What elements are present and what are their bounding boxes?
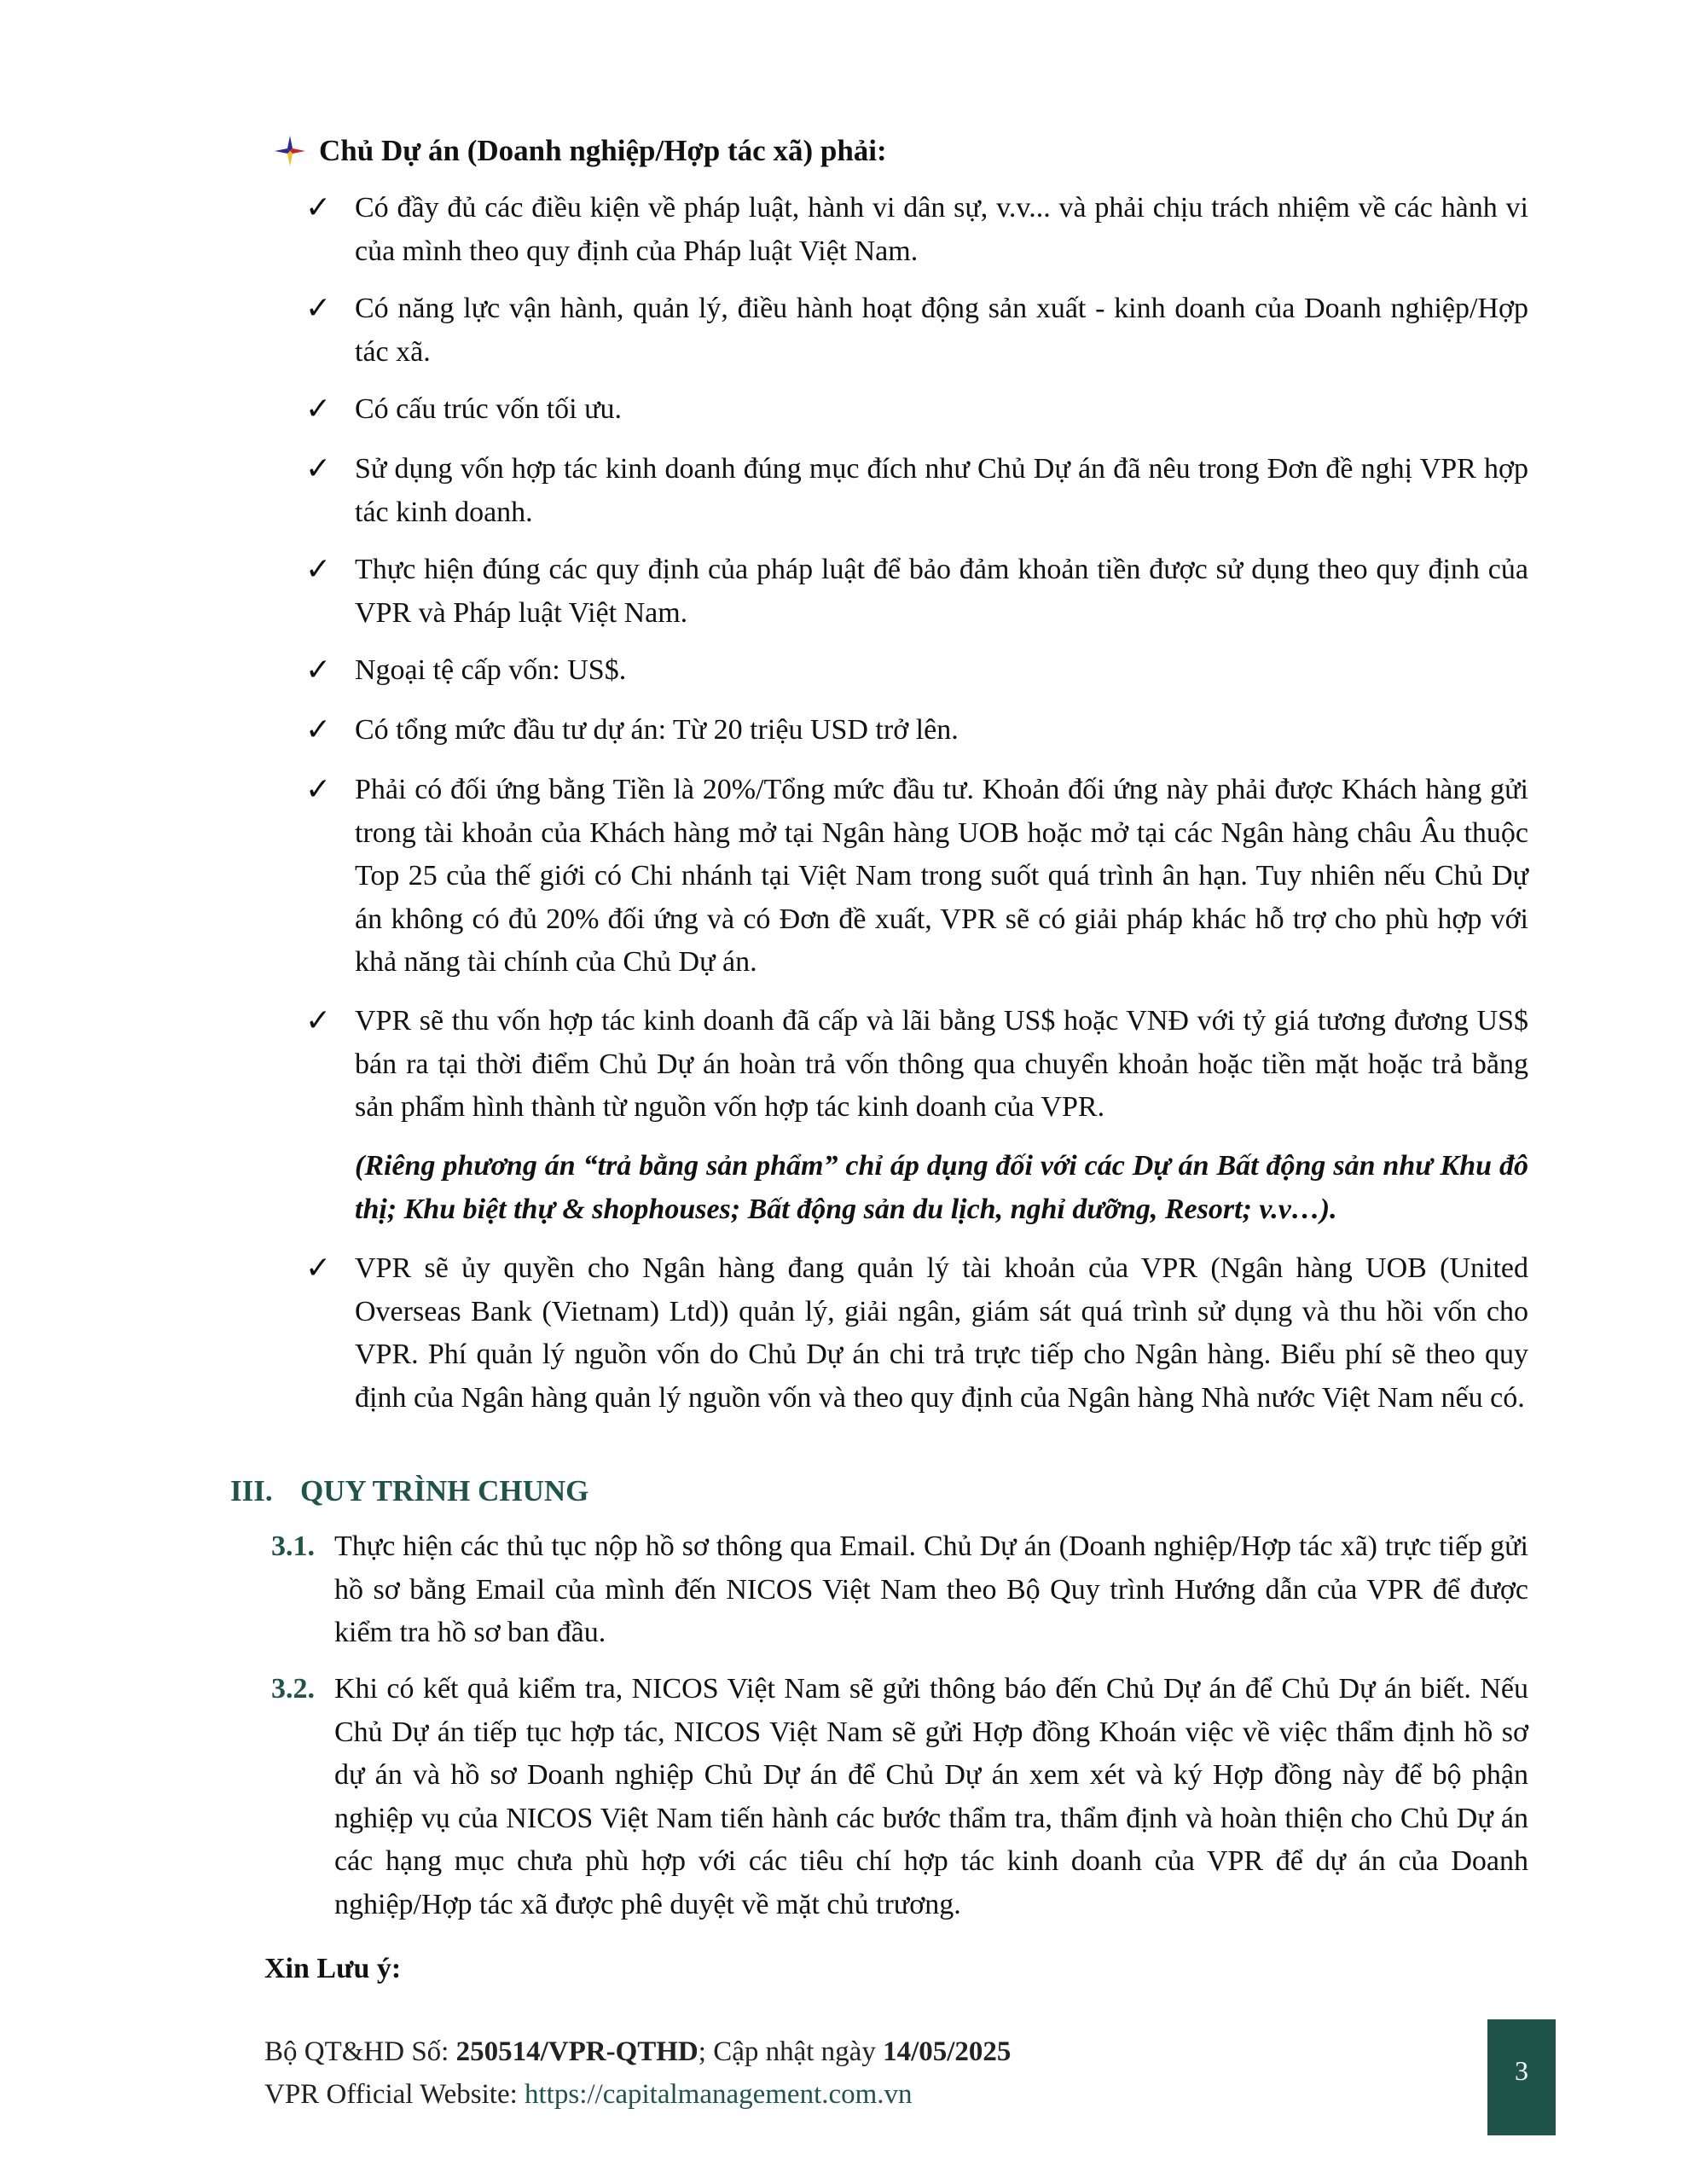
check-icon: ✓ [305,653,332,688]
footer-doc-line: Bộ QT&HD Số: 250514/VPR-QTHD; Cập nhật ngày 14/05/2025 [264,2036,1012,2067]
step-text: Khi có kết quả kiểm tra, NICOS Việt Nam sẽ gửi thông báo đến Chủ Dự án để Chủ Dự án biết. Nếu Chủ Dự án tiếp tục hợp tác, NICOS Việt Nam sẽ gửi Hợp đồng Khoán việc về việc thẩm định hồ sơ dự án và hồ sơ Doanh nghiệp Chủ Dự án để Chủ Dự án xem xét và ký Hợp đồng này để bộ phận nghiệp vụ của NICOS Việt Nam tiến hành các bước thẩm tra, thẩm định và hoàn thiện cho Chủ Dự án các hạng mục chưa phù hợp với các tiêu chí hợp tác kinh doanh của VPR để dự án của Doanh nghiệp/Hợp tác xã được phê duyệt về mặt chủ trương. [334,1673,1528,1920]
footer-website-line: VPR Official Website: https://capitalmanagement.com.vn [264,2079,913,2110]
list-item: ✓ Có cấu trúc vốn tối ưu. [355,388,1528,432]
step-number: 3.2. [271,1673,315,1705]
check-icon: ✓ [305,712,332,747]
list-item: ✓ VPR sẽ ủy quyền cho Ngân hàng đang quản lý tài khoản của VPR (Ngân hàng UOB (United Overseas Bank (Vietnam) Ltd)) quản lý, giải ngân, giám sát quá trình sử dụng và thu hồi vốn cho VPR. Phí quản lý nguồn vốn do Chủ Dự án chi trả trực tiếp cho Ngân hàng. Biểu phí sẽ theo quy định của Ngân hàng quản lý nguồn vốn và theo quy định của Ngân hàng Nhà nước Việt Nam nếu có. [355,1247,1528,1420]
procedure-step [271,1668,1528,1926]
doc-number: 250514/VPR-QTHD [455,2036,699,2067]
updated-date: 14/05/2025 [883,2036,1012,2067]
step-text: Thực hiện các thủ tục nộp hồ sơ thông qua Email. Chủ Dự án (Doanh nghiệp/Hợp tác xã) trực tiếp gửi hồ sơ bằng Email của mình đến NICOS Việt Nam theo Bộ Quy trình Hướng dẫn của VPR để được kiểm tra hồ sơ ban đầu. [334,1531,1528,1648]
part-title: QUY TRÌNH CHUNG [300,1474,589,1507]
product-repayment-note: (Riêng phương án “trả bằng sản phẩm” chỉ áp dụng đối với các Dự án Bất động sản như Khu đô thị; Khu biệt thự & shophouses; Bất động sản du lịch, nghỉ dưỡng, Resort; v.v…). [355,1150,1528,1225]
page-number-badge: 3 [1487,2019,1556,2135]
list-item: ✓ VPR sẽ thu vốn hợp tác kinh doanh đã cấp và lãi bằng US$ hoặc VNĐ với tỷ giá tương đương US$ bán ra tại thời điểm Chủ Dự án hoàn trả vốn thông qua chuyển khoản hoặc tiền mặt hoặc trả bằng sản phẩm hình thành từ nguồn vốn hợp tác kinh doanh của VPR. [355,1000,1528,1130]
procedure-step [271,1525,1528,1655]
footer [264,2030,1011,2116]
check-icon: ✓ [305,291,332,326]
website-link[interactable]: https://capitalmanagement.com.vn [525,2079,913,2110]
list-item: ✓ Có năng lực vận hành, quản lý, điều hành hoạt động sản xuất - kinh doanh của Doanh nghiệp/Hợp tác xã. [355,288,1528,374]
list-item: ✓ Thực hiện đúng các quy định của pháp luật để bảo đảm khoản tiền được sử dụng theo quy định của VPR và Pháp luật Việt Nam. [355,549,1528,635]
list-item: ✓ Sử dụng vốn hợp tác kinh doanh đúng mục đích như Chủ Dự án đã nêu trong Đơn đề nghị VPR hợp tác kinh doanh. [355,448,1528,534]
check-icon: ✓ [305,772,332,807]
list-item: ✓ Có đầy đủ các điều kiện về pháp luật, hành vi dân sự, v.v... và phải chịu trách nhiệm về các hành vi của mình theo quy định của Pháp luật Việt Nam. [355,187,1528,273]
part-heading [230,1470,588,1513]
check-icon: ✓ [305,392,332,427]
list-item: ✓ Có tổng mức đầu tư dự án: Từ 20 triệu USD trở lên. [355,709,1528,752]
step-number: 3.1. [271,1531,315,1562]
section-heading-text: Chủ Dự án (Doanh nghiệp/Hợp tác xã) phải: [319,134,887,167]
check-icon: ✓ [305,1251,332,1286]
list-item: ✓ Ngoại tệ cấp vốn: US$. [355,649,1528,693]
four-point-star-icon [273,134,307,168]
list-item: ✓ Phải có đối ứng bằng Tiền là 20%/Tổng mức đầu tư. Khoản đối ứng này phải được Khách hàng gửi trong tài khoản của Khách hàng mở tại Ngân hàng UOB hoặc mở tại các Ngân hàng châu Âu thuộc Top 25 của thế giới có Chi nhánh tại Việt Nam trong suốt quá trình ân hạn. Tuy nhiên nếu Chủ Dự án không có đủ 20% đối ứng và có Đơn đề xuất, VPR sẽ có giải pháp khác hỗ trợ cho phù hợp với khả năng tài chính của Chủ Dự án. [355,769,1528,985]
check-icon: ✓ [305,1003,332,1038]
check-icon: ✓ [305,552,332,587]
part-number: III. [230,1474,273,1507]
check-icon: ✓ [305,190,332,225]
note-label: Xin Lưu ý: [264,1953,402,1984]
check-icon: ✓ [305,451,332,486]
section-heading [275,130,887,172]
